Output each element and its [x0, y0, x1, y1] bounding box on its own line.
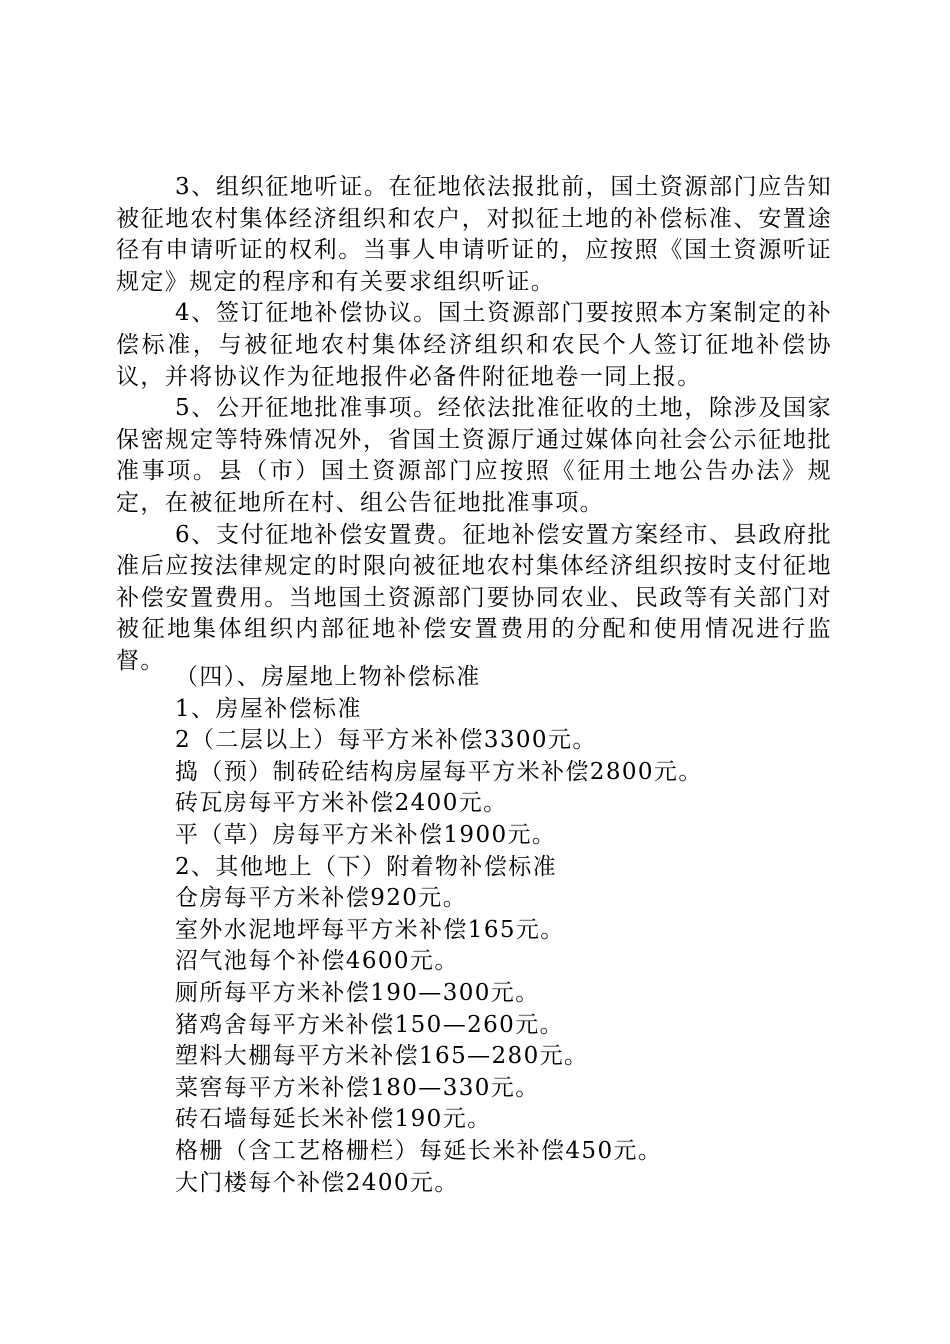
list-item: 格栅（含工艺格栅栏）每延长米补偿450元。 [175, 1137, 663, 1164]
list-item: 2（二层以上）每平方米补偿3300元。 [175, 727, 597, 754]
paragraph-hearing: 3、组织征地听证。在征地依法报批前，国土资源部门应告知被征地农村集体经济组织和农户，对拟征土地的补偿标准、安置途径有申请听证的权利。当事人申请听证的，应按照《国土资源听证规定》规定的程序和有关要求组织听证。 [116, 174, 832, 295]
list-item: 室外水泥地坪每平方米补偿165元。 [175, 916, 565, 943]
subsection-heading-attachments: 2、其他地上（下）附着物补偿标准 [175, 853, 558, 880]
compensation-standards-list [175, 662, 835, 1199]
list-item: 大门楼每个补偿2400元。 [175, 1169, 459, 1196]
list-item: 猪鸡舍每平方米补偿150—260元。 [175, 1011, 564, 1038]
paragraph-disclosure: 5、公开征地批准事项。经依法批准征收的土地，除涉及国家保密规定等特殊情况外，省国土资源厅通过媒体向社会公示征地批准事项。县（市）国土资源部门应按照《征用土地公告办法》规定，在被征地所在村、组公告征地批准事项。 [116, 395, 832, 516]
list-item: 厕所每平方米补偿190—300元。 [175, 979, 540, 1006]
body-paragraphs [116, 172, 832, 678]
list-item: 砖石墙每延长米补偿190元。 [175, 1106, 492, 1133]
list-item: 菜窖每平方米补偿180—330元。 [175, 1074, 540, 1101]
list-item: 平（草）房每平方米补偿1900元。 [175, 821, 557, 848]
list-item: 仓房每平方米补偿920元。 [175, 885, 468, 912]
subsection-heading-housing: 1、房屋补偿标准 [175, 695, 362, 722]
list-item: 塑料大棚每平方米补偿165—280元。 [175, 1043, 589, 1070]
list-item: 砖瓦房每平方米补偿2400元。 [175, 790, 508, 817]
paragraph-agreement: 4、签订征地补偿协议。国土资源部门要按照本方案制定的补偿标准，与被征地农村集体经济组织和农民个人签订征地补偿协议，并将协议作为征地报件必备件附征地卷一同上报。 [116, 300, 832, 390]
list-item: 沼气池每个补偿4600元。 [175, 948, 459, 975]
section-heading: （四）、房屋地上物补偿标准 [175, 664, 481, 690]
paragraph-payment: 6、支付征地补偿安置费。征地补偿安置方案经市、县政府批准后应按法律规定的时限向被征地农村集体经济组织按时支付征地补偿安置费用。当地国土资源部门要协同农业、民政等有关部门对被征地集体组织内部征地补偿安置费用的分配和使用情况进行监督。 [116, 521, 832, 674]
list-item: 捣（预）制砖砼结构房屋每平方米补偿2800元。 [175, 758, 703, 785]
